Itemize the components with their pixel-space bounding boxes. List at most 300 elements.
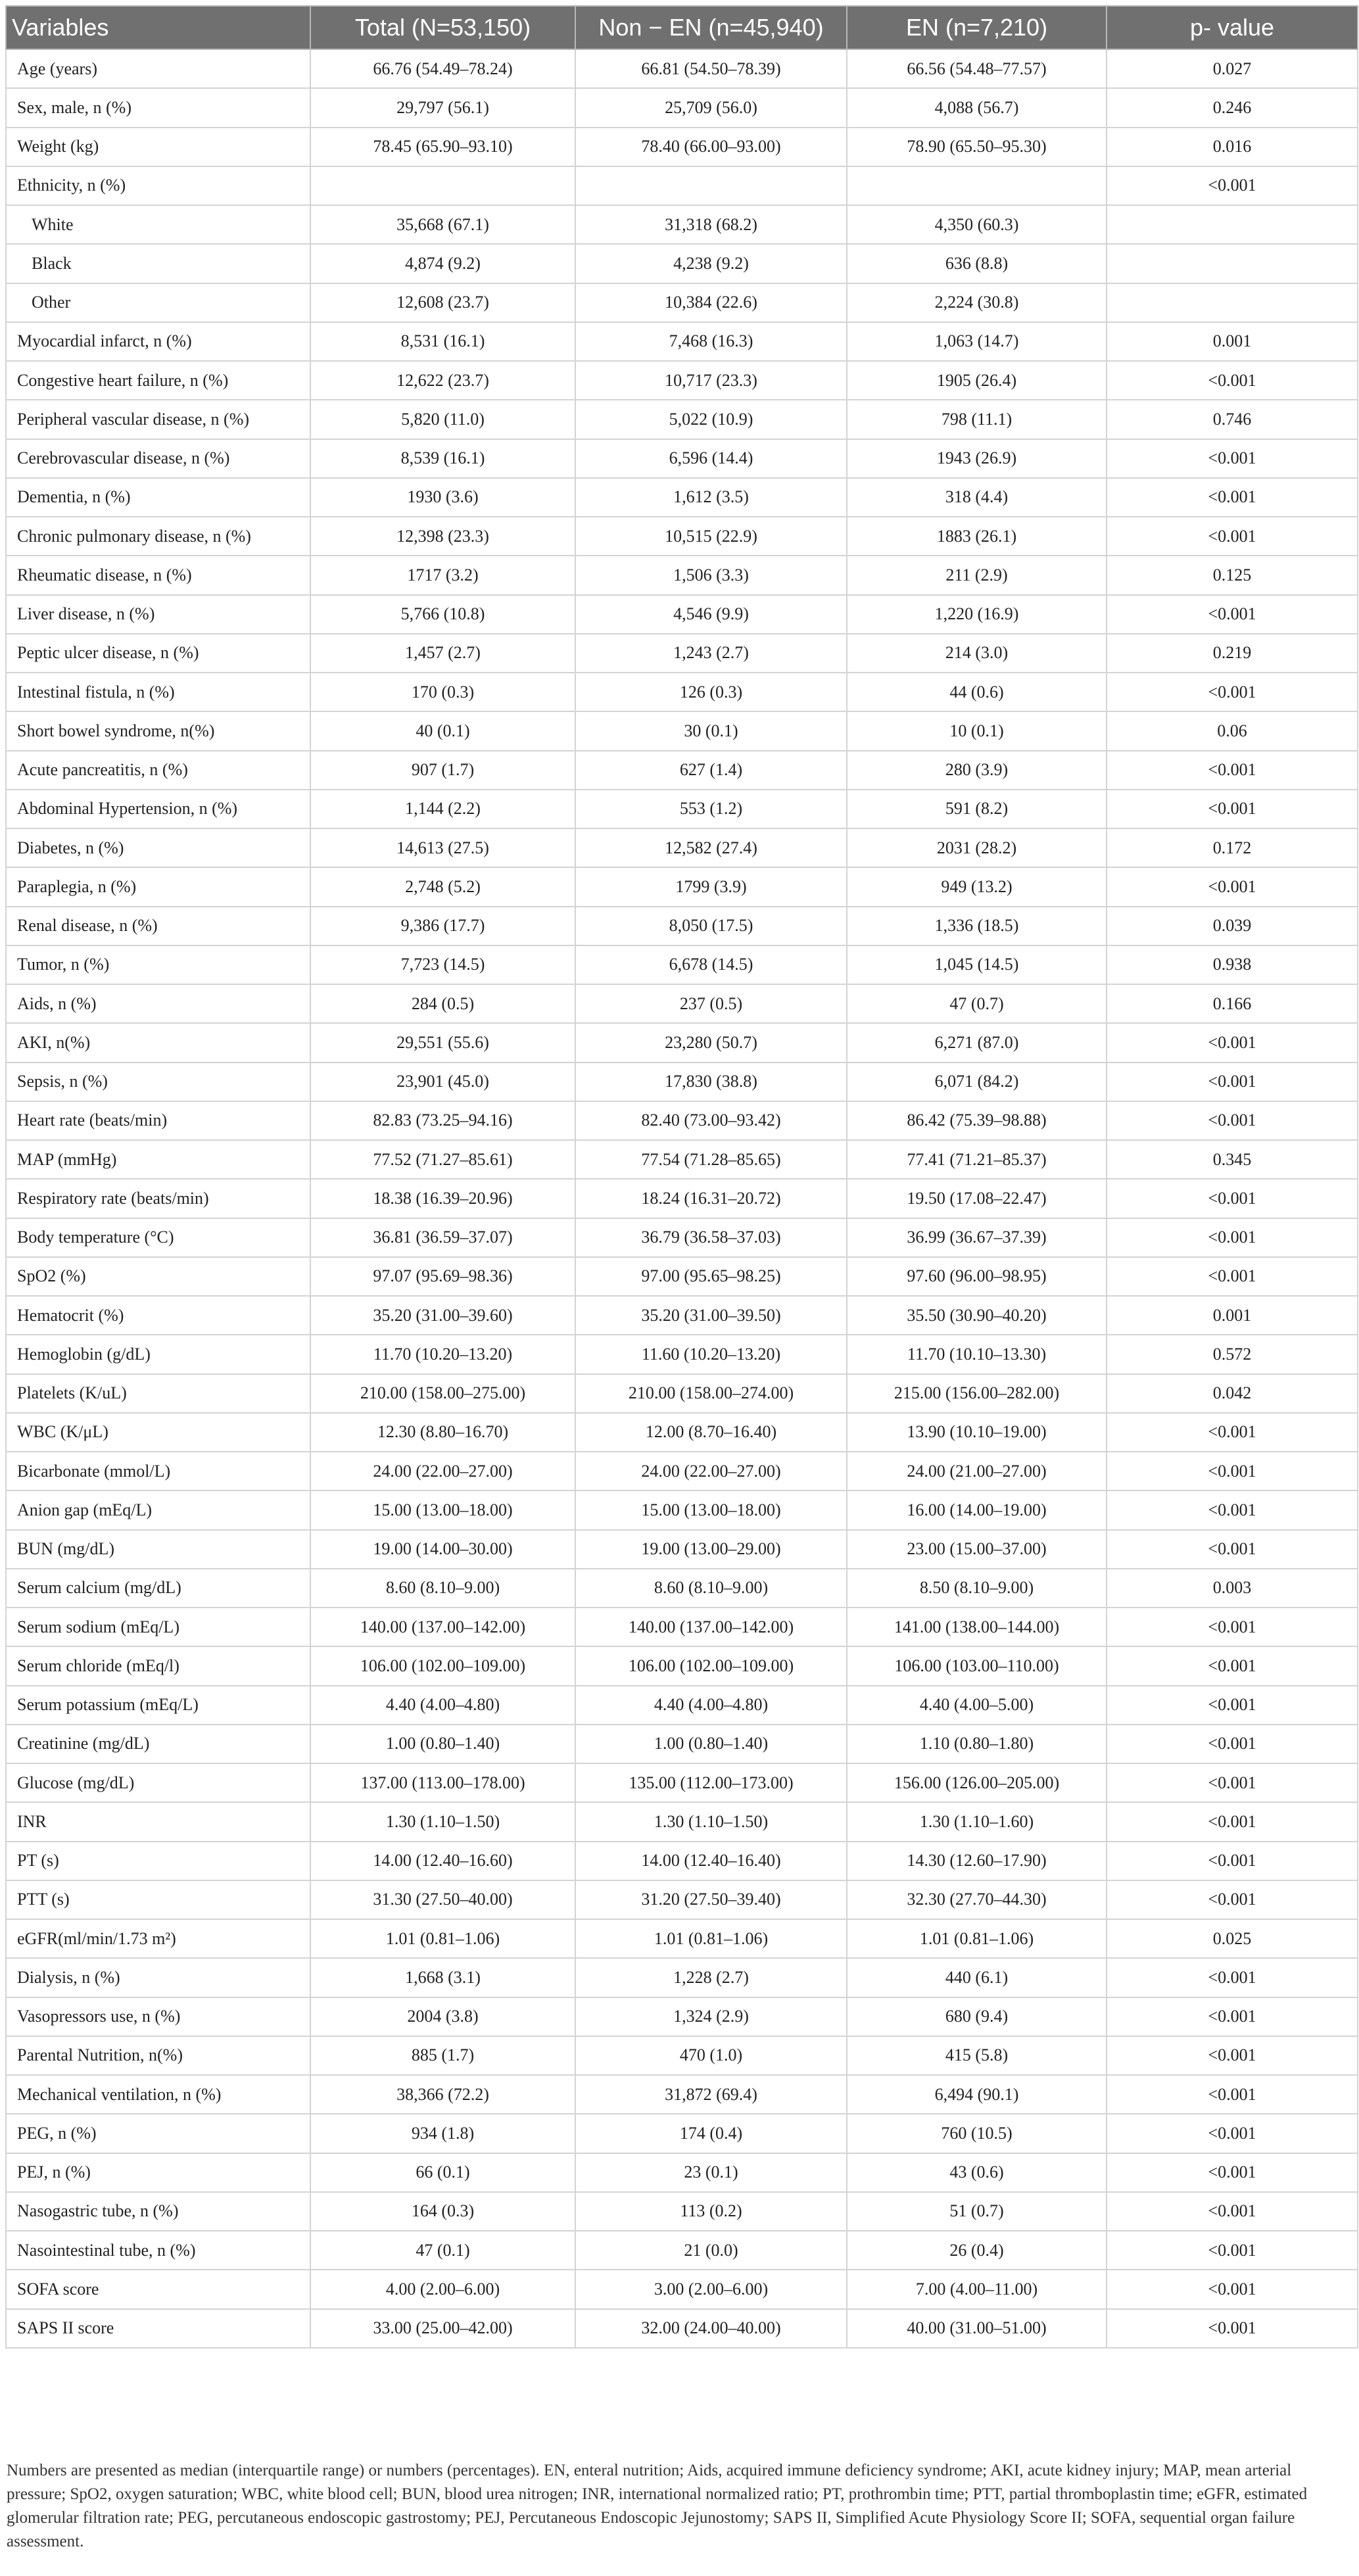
cell-non-en: 1.00 (0.80–1.40) xyxy=(575,1725,847,1763)
cell-non-en: 31,872 (69.4) xyxy=(575,2075,847,2114)
cell-total: 2,748 (5.2) xyxy=(310,867,575,906)
cell-variable: Paraplegia, n (%) xyxy=(6,867,310,906)
cell-variable: Nasointestinal tube, n (%) xyxy=(6,2231,310,2270)
cell-variable: Heart rate (beats/min) xyxy=(6,1101,310,1140)
table-row xyxy=(6,907,1358,945)
table-row xyxy=(6,1880,1358,1919)
cell-total: 1,457 (2.7) xyxy=(310,634,575,673)
cell-total: 5,766 (10.8) xyxy=(310,595,575,634)
cell-p-value: 0.042 xyxy=(1107,1374,1358,1413)
cell-variable: Intestinal fistula, n (%) xyxy=(6,673,310,711)
cell-p-value: <0.001 xyxy=(1107,1413,1358,1452)
baseline-characteristics-table xyxy=(5,5,1358,2349)
cell-en: 32.30 (27.70–44.30) xyxy=(847,1880,1107,1919)
cell-non-en: 31.20 (27.50–39.40) xyxy=(575,1880,847,1919)
cell-p-value: <0.001 xyxy=(1107,2153,1358,2192)
cell-en: 1.01 (0.81–1.06) xyxy=(847,1919,1107,1958)
table-row xyxy=(6,673,1358,711)
cell-non-en: 32.00 (24.00–40.00) xyxy=(575,2309,847,2348)
cell-total: 66.76 (54.49–78.24) xyxy=(310,49,575,88)
table-row xyxy=(6,2036,1358,2075)
cell-variable: Other xyxy=(6,283,310,322)
cell-variable: Renal disease, n (%) xyxy=(6,907,310,945)
cell-total: 97.07 (95.69–98.36) xyxy=(310,1257,575,1296)
table-row xyxy=(6,1569,1358,1608)
table-row xyxy=(6,1452,1358,1491)
table-row xyxy=(6,1646,1358,1685)
cell-variable: Abdominal Hypertension, n (%) xyxy=(6,790,310,828)
cell-en: 11.70 (10.10–13.30) xyxy=(847,1335,1107,1373)
cell-p-value: <0.001 xyxy=(1107,1842,1358,1880)
table-row xyxy=(6,2075,1358,2114)
cell-en: 77.41 (71.21–85.37) xyxy=(847,1140,1107,1179)
cell-en: 1883 (26.1) xyxy=(847,517,1107,556)
table-row xyxy=(6,166,1358,205)
cell-p-value: <0.001 xyxy=(1107,2192,1358,2231)
table-row xyxy=(6,595,1358,634)
cell-non-en xyxy=(575,166,847,205)
cell-en: 2031 (28.2) xyxy=(847,828,1107,867)
cell-variable: Glucose (mg/dL) xyxy=(6,1763,310,1802)
cell-en: 35.50 (30.90–40.20) xyxy=(847,1296,1107,1335)
cell-variable: Short bowel syndrome, n(%) xyxy=(6,711,310,750)
cell-p-value: <0.001 xyxy=(1107,1257,1358,1296)
cell-non-en: 23,280 (50.7) xyxy=(575,1023,847,1062)
cell-total: 66 (0.1) xyxy=(310,2153,575,2192)
cell-variable: eGFR(ml/min/1.73 m²) xyxy=(6,1919,310,1958)
cell-p-value: <0.001 xyxy=(1107,1491,1358,1529)
cell-variable: Serum potassium (mEq/L) xyxy=(6,1686,310,1725)
cell-en: 19.50 (17.08–22.47) xyxy=(847,1179,1107,1218)
cell-non-en: 1.01 (0.81–1.06) xyxy=(575,1919,847,1958)
cell-en: 66.56 (54.48–77.57) xyxy=(847,49,1107,88)
cell-variable: Bicarbonate (mmol/L) xyxy=(6,1452,310,1491)
cell-non-en: 6,596 (14.4) xyxy=(575,439,847,478)
cell-non-en: 1,324 (2.9) xyxy=(575,1997,847,2036)
cell-en: 7.00 (4.00–11.00) xyxy=(847,2270,1107,2308)
cell-total: 284 (0.5) xyxy=(310,984,575,1023)
cell-variable: Weight (kg) xyxy=(6,128,310,166)
cell-p-value: <0.001 xyxy=(1107,1023,1358,1062)
cell-p-value: 0.938 xyxy=(1107,945,1358,984)
cell-variable: PEJ, n (%) xyxy=(6,2153,310,2192)
cell-en: 47 (0.7) xyxy=(847,984,1107,1023)
table-row xyxy=(6,49,1358,88)
cell-en: 2,224 (30.8) xyxy=(847,283,1107,322)
table-row xyxy=(6,1023,1358,1062)
cell-total: 885 (1.7) xyxy=(310,2036,575,2075)
cell-en: 26 (0.4) xyxy=(847,2231,1107,2270)
cell-p-value: <0.001 xyxy=(1107,2231,1358,2270)
cell-en: 1.30 (1.10–1.60) xyxy=(847,1802,1107,1841)
table-row xyxy=(6,1958,1358,1997)
cell-p-value: 0.003 xyxy=(1107,1569,1358,1608)
cell-non-en: 237 (0.5) xyxy=(575,984,847,1023)
cell-variable: Mechanical ventilation, n (%) xyxy=(6,2075,310,2114)
table-row xyxy=(6,1725,1358,1763)
table-body xyxy=(6,49,1358,2348)
cell-total: 1930 (3.6) xyxy=(310,478,575,517)
cell-p-value: <0.001 xyxy=(1107,1530,1358,1569)
cell-non-en: 8.60 (8.10–9.00) xyxy=(575,1569,847,1608)
table-row xyxy=(6,1608,1358,1646)
cell-total: 4.00 (2.00–6.00) xyxy=(310,2270,575,2308)
cell-total: 1717 (3.2) xyxy=(310,556,575,594)
cell-variable: Dialysis, n (%) xyxy=(6,1958,310,1997)
cell-non-en: 106.00 (102.00–109.00) xyxy=(575,1646,847,1685)
cell-variable: Age (years) xyxy=(6,49,310,88)
cell-variable: MAP (mmHg) xyxy=(6,1140,310,1179)
cell-en: 6,494 (90.1) xyxy=(847,2075,1107,2114)
table-row xyxy=(6,1062,1358,1101)
table-row xyxy=(6,2231,1358,2270)
cell-non-en: 36.79 (36.58–37.03) xyxy=(575,1218,847,1257)
cell-non-en: 3.00 (2.00–6.00) xyxy=(575,2270,847,2308)
table-row xyxy=(6,361,1358,400)
cell-total: 12.30 (8.80–16.70) xyxy=(310,1413,575,1452)
cell-p-value: <0.001 xyxy=(1107,595,1358,634)
cell-variable: Serum calcium (mg/dL) xyxy=(6,1569,310,1608)
cell-p-value: <0.001 xyxy=(1107,2075,1358,2114)
header-variables: Variables xyxy=(6,6,310,49)
cell-total: 9,386 (17.7) xyxy=(310,907,575,945)
cell-p-value: 0.572 xyxy=(1107,1335,1358,1373)
cell-p-value: <0.001 xyxy=(1107,166,1358,205)
cell-non-en: 11.60 (10.20–13.20) xyxy=(575,1335,847,1373)
cell-variable: Tumor, n (%) xyxy=(6,945,310,984)
cell-total: 1,144 (2.2) xyxy=(310,790,575,828)
cell-variable: WBC (K/μL) xyxy=(6,1413,310,1452)
cell-variable: Sex, male, n (%) xyxy=(6,88,310,127)
cell-p-value: 0.166 xyxy=(1107,984,1358,1023)
cell-variable: White xyxy=(6,205,310,244)
cell-non-en: 4.40 (4.00–4.80) xyxy=(575,1686,847,1725)
cell-p-value: 0.025 xyxy=(1107,1919,1358,1958)
cell-non-en: 627 (1.4) xyxy=(575,751,847,790)
cell-p-value: <0.001 xyxy=(1107,1646,1358,1685)
cell-non-en: 21 (0.0) xyxy=(575,2231,847,2270)
cell-non-en: 174 (0.4) xyxy=(575,2114,847,2153)
cell-variable: Anion gap (mEq/L) xyxy=(6,1491,310,1529)
cell-total: 1.30 (1.10–1.50) xyxy=(310,1802,575,1841)
cell-variable: Acute pancreatitis, n (%) xyxy=(6,751,310,790)
cell-p-value: <0.001 xyxy=(1107,1608,1358,1646)
cell-total: 11.70 (10.20–13.20) xyxy=(310,1335,575,1373)
table-row xyxy=(6,478,1358,517)
table-row xyxy=(6,634,1358,673)
cell-non-en: 97.00 (95.65–98.25) xyxy=(575,1257,847,1296)
cell-variable: Body temperature (°C) xyxy=(6,1218,310,1257)
cell-total: 24.00 (22.00–27.00) xyxy=(310,1452,575,1491)
cell-en: 1943 (26.9) xyxy=(847,439,1107,478)
cell-variable: Sepsis, n (%) xyxy=(6,1062,310,1101)
table-row xyxy=(6,2114,1358,2153)
cell-total: 8.60 (8.10–9.00) xyxy=(310,1569,575,1608)
cell-variable: SOFA score xyxy=(6,2270,310,2308)
table-row xyxy=(6,205,1358,244)
cell-total: 1.01 (0.81–1.06) xyxy=(310,1919,575,1958)
cell-non-en: 1799 (3.9) xyxy=(575,867,847,906)
cell-p-value: <0.001 xyxy=(1107,2036,1358,2075)
cell-total: 1,668 (3.1) xyxy=(310,1958,575,1997)
cell-en: 1,220 (16.9) xyxy=(847,595,1107,634)
cell-variable: Hemoglobin (g/dL) xyxy=(6,1335,310,1373)
cell-en: 10 (0.1) xyxy=(847,711,1107,750)
cell-en xyxy=(847,166,1107,205)
cell-total: 35,668 (67.1) xyxy=(310,205,575,244)
cell-total: 14.00 (12.40–16.60) xyxy=(310,1842,575,1880)
table-row xyxy=(6,1686,1358,1725)
cell-total xyxy=(310,166,575,205)
cell-total: 12,398 (23.3) xyxy=(310,517,575,556)
table-row xyxy=(6,2153,1358,2192)
cell-non-en: 553 (1.2) xyxy=(575,790,847,828)
cell-total: 29,797 (56.1) xyxy=(310,88,575,127)
table-row xyxy=(6,711,1358,750)
table-row xyxy=(6,2270,1358,2308)
cell-en: 14.30 (12.60–17.90) xyxy=(847,1842,1107,1880)
cell-non-en: 1,506 (3.3) xyxy=(575,556,847,594)
cell-non-en: 1,228 (2.7) xyxy=(575,1958,847,1997)
cell-p-value: 0.027 xyxy=(1107,49,1358,88)
table-row xyxy=(6,1491,1358,1529)
table-row xyxy=(6,1919,1358,1958)
cell-non-en: 135.00 (112.00–173.00) xyxy=(575,1763,847,1802)
cell-p-value: <0.001 xyxy=(1107,790,1358,828)
cell-en: 16.00 (14.00–19.00) xyxy=(847,1491,1107,1529)
cell-total: 140.00 (137.00–142.00) xyxy=(310,1608,575,1646)
table-row xyxy=(6,828,1358,867)
cell-total: 18.38 (16.39–20.96) xyxy=(310,1179,575,1218)
cell-en: 415 (5.8) xyxy=(847,2036,1107,2075)
cell-p-value: <0.001 xyxy=(1107,1725,1358,1763)
cell-non-en: 15.00 (13.00–18.00) xyxy=(575,1491,847,1529)
cell-p-value: 0.125 xyxy=(1107,556,1358,594)
cell-en: 156.00 (126.00–205.00) xyxy=(847,1763,1107,1802)
cell-p-value: 0.746 xyxy=(1107,400,1358,439)
cell-non-en: 126 (0.3) xyxy=(575,673,847,711)
cell-en: 798 (11.1) xyxy=(847,400,1107,439)
table-row xyxy=(6,1101,1358,1140)
cell-p-value: 0.172 xyxy=(1107,828,1358,867)
cell-variable: Diabetes, n (%) xyxy=(6,828,310,867)
cell-variable: PTT (s) xyxy=(6,1880,310,1919)
cell-total: 29,551 (55.6) xyxy=(310,1023,575,1062)
cell-p-value: <0.001 xyxy=(1107,1218,1358,1257)
cell-variable: Myocardial infarct, n (%) xyxy=(6,322,310,361)
table-row xyxy=(6,1763,1358,1802)
cell-en: 23.00 (15.00–37.00) xyxy=(847,1530,1107,1569)
cell-non-en: 12.00 (8.70–16.40) xyxy=(575,1413,847,1452)
cell-en: 1,063 (14.7) xyxy=(847,322,1107,361)
cell-total: 33.00 (25.00–42.00) xyxy=(310,2309,575,2348)
table-header-row xyxy=(6,6,1358,49)
cell-p-value: <0.001 xyxy=(1107,517,1358,556)
cell-en: 211 (2.9) xyxy=(847,556,1107,594)
table-row xyxy=(6,2192,1358,2231)
cell-total: 170 (0.3) xyxy=(310,673,575,711)
cell-en: 591 (8.2) xyxy=(847,790,1107,828)
cell-non-en: 8,050 (17.5) xyxy=(575,907,847,945)
table-row xyxy=(6,1140,1358,1179)
cell-variable: Peripheral vascular disease, n (%) xyxy=(6,400,310,439)
cell-p-value: <0.001 xyxy=(1107,1958,1358,1997)
cell-total: 106.00 (102.00–109.00) xyxy=(310,1646,575,1685)
cell-total: 2004 (3.8) xyxy=(310,1997,575,2036)
cell-variable: AKI, n(%) xyxy=(6,1023,310,1062)
cell-total: 7,723 (14.5) xyxy=(310,945,575,984)
cell-non-en: 1,243 (2.7) xyxy=(575,634,847,673)
table-footnote: Numbers are presented as median (interquartile range) or numbers (percentages). EN, enteral nutrition; Aids, acquired immune deficiency syndrome; AKI, acute kidney injury; MAP, mean arterial pressure; SpO2, oxygen saturation; WBC, white blood cell; BUN, blood urea nitrogen; INR, international normalized ratio; PT, prothrombin time; PTT, partial thromboplastin time; eGFR, estimated glomerular filtration rate; PEG, percutaneous endoscopic gastrostomy; PEJ, Percutaneous Endoscopic Jejunostomy; SAPS II, Simplified Acute Physiology Score II; SOFA, sequential organ failure assessment. xyxy=(7,2462,1308,2550)
cell-en: 1,045 (14.5) xyxy=(847,945,1107,984)
cell-variable: Parental Nutrition, n(%) xyxy=(6,2036,310,2075)
cell-en: 13.90 (10.10–19.00) xyxy=(847,1413,1107,1452)
cell-en: 97.60 (96.00–98.95) xyxy=(847,1257,1107,1296)
cell-non-en: 77.54 (71.28–85.65) xyxy=(575,1140,847,1179)
cell-total: 14,613 (27.5) xyxy=(310,828,575,867)
cell-variable: Peptic ulcer disease, n (%) xyxy=(6,634,310,673)
cell-total: 82.83 (73.25–94.16) xyxy=(310,1101,575,1140)
cell-p-value xyxy=(1107,283,1358,322)
cell-non-en: 10,717 (23.3) xyxy=(575,361,847,400)
header-total: Total (N=53,150) xyxy=(310,6,575,49)
cell-p-value: 0.039 xyxy=(1107,907,1358,945)
cell-variable: PT (s) xyxy=(6,1842,310,1880)
table-row xyxy=(6,790,1358,828)
cell-non-en: 82.40 (73.00–93.42) xyxy=(575,1101,847,1140)
cell-non-en: 18.24 (16.31–20.72) xyxy=(575,1179,847,1218)
header-p-value: p- value xyxy=(1107,6,1358,49)
table-row xyxy=(6,517,1358,556)
cell-non-en: 210.00 (158.00–274.00) xyxy=(575,1374,847,1413)
cell-p-value: <0.001 xyxy=(1107,2270,1358,2308)
cell-p-value: <0.001 xyxy=(1107,478,1358,517)
cell-p-value: <0.001 xyxy=(1107,1062,1358,1101)
table-row xyxy=(6,751,1358,790)
cell-en: 1905 (26.4) xyxy=(847,361,1107,400)
table-row xyxy=(6,1802,1358,1841)
cell-non-en: 66.81 (54.50–78.39) xyxy=(575,49,847,88)
cell-en: 760 (10.5) xyxy=(847,2114,1107,2153)
cell-p-value: <0.001 xyxy=(1107,1179,1358,1218)
cell-variable: BUN (mg/dL) xyxy=(6,1530,310,1569)
cell-variable: Nasogastric tube, n (%) xyxy=(6,2192,310,2231)
cell-non-en: 23 (0.1) xyxy=(575,2153,847,2192)
cell-en: 4,350 (60.3) xyxy=(847,205,1107,244)
cell-total: 38,366 (72.2) xyxy=(310,2075,575,2114)
cell-en: 106.00 (103.00–110.00) xyxy=(847,1646,1107,1685)
cell-total: 137.00 (113.00–178.00) xyxy=(310,1763,575,1802)
cell-total: 31.30 (27.50–40.00) xyxy=(310,1880,575,1919)
cell-non-en: 14.00 (12.40–16.40) xyxy=(575,1842,847,1880)
cell-p-value: <0.001 xyxy=(1107,439,1358,478)
cell-p-value: <0.001 xyxy=(1107,1101,1358,1140)
cell-total: 934 (1.8) xyxy=(310,2114,575,2153)
cell-variable: PEG, n (%) xyxy=(6,2114,310,2153)
cell-p-value: 0.001 xyxy=(1107,1296,1358,1335)
cell-total: 907 (1.7) xyxy=(310,751,575,790)
cell-total: 210.00 (158.00–275.00) xyxy=(310,1374,575,1413)
table-row xyxy=(6,945,1358,984)
cell-p-value: <0.001 xyxy=(1107,2114,1358,2153)
cell-non-en: 4,546 (9.9) xyxy=(575,595,847,634)
table-row xyxy=(6,128,1358,166)
table-row xyxy=(6,1413,1358,1452)
cell-en: 4.40 (4.00–5.00) xyxy=(847,1686,1107,1725)
cell-total: 5,820 (11.0) xyxy=(310,400,575,439)
cell-total: 4.40 (4.00–4.80) xyxy=(310,1686,575,1725)
cell-total: 4,874 (9.2) xyxy=(310,244,575,283)
cell-non-en: 19.00 (13.00–29.00) xyxy=(575,1530,847,1569)
cell-variable: SAPS II score xyxy=(6,2309,310,2348)
cell-p-value: 0.246 xyxy=(1107,88,1358,127)
cell-total: 8,539 (16.1) xyxy=(310,439,575,478)
table-row xyxy=(6,1218,1358,1257)
cell-non-en: 24.00 (22.00–27.00) xyxy=(575,1452,847,1491)
cell-variable: Respiratory rate (beats/min) xyxy=(6,1179,310,1218)
cell-p-value: 0.06 xyxy=(1107,711,1358,750)
table-row xyxy=(6,984,1358,1023)
table-row xyxy=(6,2309,1358,2348)
cell-variable: Hematocrit (%) xyxy=(6,1296,310,1335)
cell-total: 15.00 (13.00–18.00) xyxy=(310,1491,575,1529)
cell-non-en: 7,468 (16.3) xyxy=(575,322,847,361)
table-row xyxy=(6,556,1358,594)
table-row xyxy=(6,283,1358,322)
cell-variable: Creatinine (mg/dL) xyxy=(6,1725,310,1763)
cell-total: 8,531 (16.1) xyxy=(310,322,575,361)
cell-non-en: 12,582 (27.4) xyxy=(575,828,847,867)
cell-en: 440 (6.1) xyxy=(847,1958,1107,1997)
cell-p-value: 0.219 xyxy=(1107,634,1358,673)
cell-variable: Platelets (K/uL) xyxy=(6,1374,310,1413)
cell-en: 318 (4.4) xyxy=(847,478,1107,517)
cell-non-en: 4,238 (9.2) xyxy=(575,244,847,283)
cell-total: 35.20 (31.00–39.60) xyxy=(310,1296,575,1335)
cell-variable: Vasopressors use, n (%) xyxy=(6,1997,310,2036)
cell-en: 636 (8.8) xyxy=(847,244,1107,283)
cell-en: 51 (0.7) xyxy=(847,2192,1107,2231)
cell-en: 6,071 (84.2) xyxy=(847,1062,1107,1101)
cell-en: 86.42 (75.39–98.88) xyxy=(847,1101,1107,1140)
cell-non-en: 5,022 (10.9) xyxy=(575,400,847,439)
cell-total: 77.52 (71.27–85.61) xyxy=(310,1140,575,1179)
cell-en: 141.00 (138.00–144.00) xyxy=(847,1608,1107,1646)
cell-total: 1.00 (0.80–1.40) xyxy=(310,1725,575,1763)
header-en: EN (n=7,210) xyxy=(847,6,1107,49)
cell-variable: Liver disease, n (%) xyxy=(6,595,310,634)
table-row xyxy=(6,88,1358,127)
cell-non-en: 1,612 (3.5) xyxy=(575,478,847,517)
cell-p-value: <0.001 xyxy=(1107,1686,1358,1725)
cell-non-en: 10,384 (22.6) xyxy=(575,283,847,322)
cell-p-value: <0.001 xyxy=(1107,867,1358,906)
cell-variable: Rheumatic disease, n (%) xyxy=(6,556,310,594)
cell-non-en: 25,709 (56.0) xyxy=(575,88,847,127)
cell-p-value: <0.001 xyxy=(1107,1763,1358,1802)
cell-variable: Serum sodium (mEq/L) xyxy=(6,1608,310,1646)
table-row xyxy=(6,322,1358,361)
cell-variable: INR xyxy=(6,1802,310,1841)
cell-total: 12,608 (23.7) xyxy=(310,283,575,322)
table-row xyxy=(6,1842,1358,1880)
table-row xyxy=(6,1179,1358,1218)
table-row xyxy=(6,1997,1358,2036)
cell-p-value: 0.345 xyxy=(1107,1140,1358,1179)
cell-total: 12,622 (23.7) xyxy=(310,361,575,400)
cell-non-en: 113 (0.2) xyxy=(575,2192,847,2231)
cell-variable: Aids, n (%) xyxy=(6,984,310,1023)
